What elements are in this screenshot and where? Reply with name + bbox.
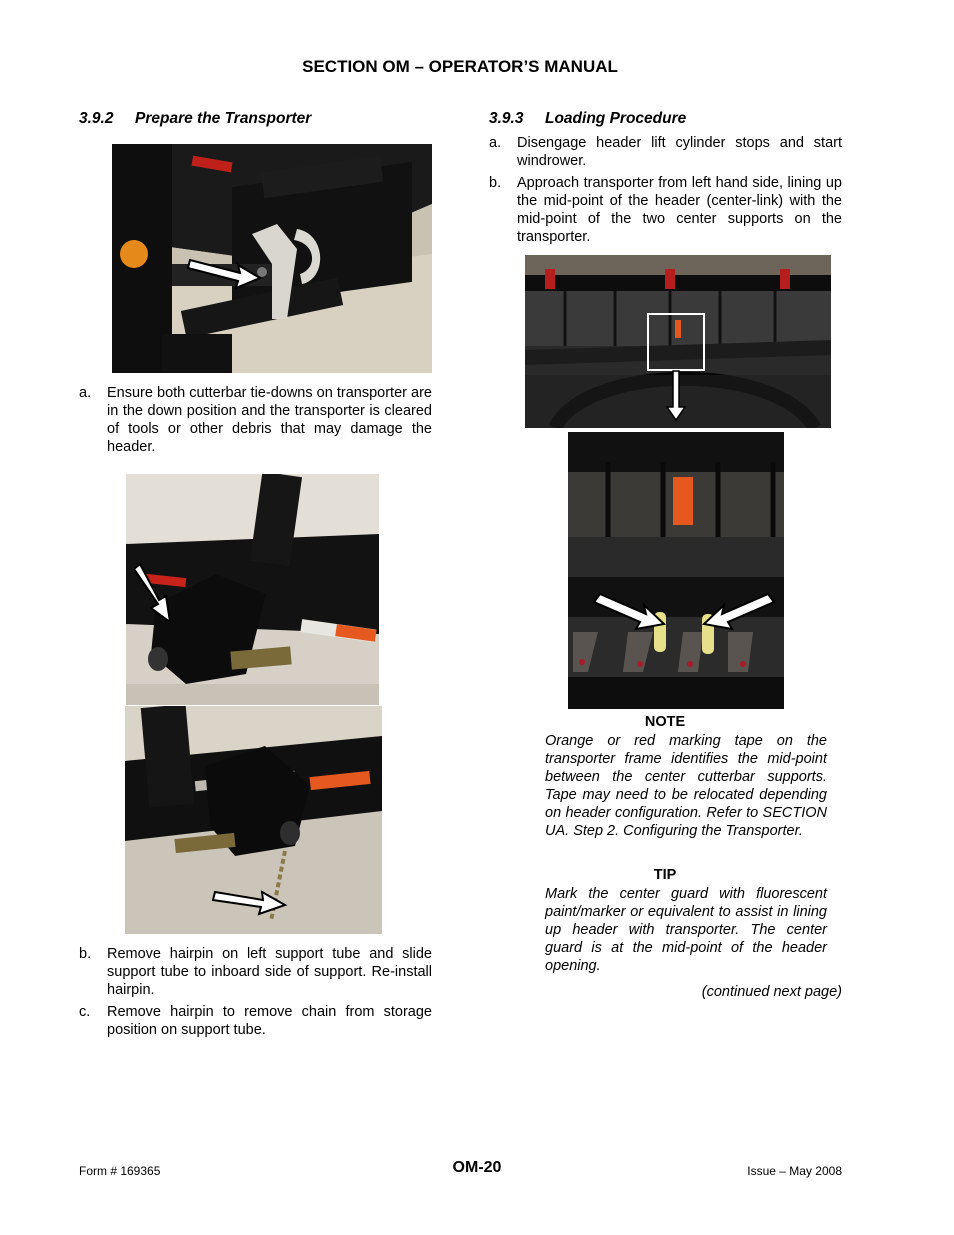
footer-page-number: OM-20 <box>452 1159 502 1176</box>
list-item <box>79 384 432 456</box>
tip-heading: TIP <box>653 867 677 883</box>
list-text: Remove hairpin to remove chain from storage position on support tube. <box>107 1004 432 1038</box>
photo-chain-storage <box>125 706 382 934</box>
list-letter: b. <box>79 946 92 962</box>
list-letter: b. <box>489 175 502 191</box>
footer-form-number: Form # 169365 <box>79 1164 161 1178</box>
list-text: Remove hairpin on left support tube and slide support tube to inboard side of support. Re-install hairpin. <box>107 946 432 998</box>
list-letter: a. <box>79 385 92 401</box>
note-text: Orange or red marking tape on the transporter frame identifies the mid-point between the center cutterbar supports. Tape may need to be relocated depending on header configuration. Refer to SECTION UA. Step 2. Configuring the Transporter. <box>545 733 827 839</box>
page-header-title: SECTION OM – OPERATOR’S MANUAL <box>302 57 618 76</box>
list-text: Ensure both cutterbar tie-downs on transporter are in the down position and the transporter is cleared of tools or other debris that may damage the header. <box>107 385 432 455</box>
list-text: Approach transporter from left hand side, lining up the mid-point of the header (center-link) with the mid-point of the two center supports on the transporter. <box>517 175 842 245</box>
photo-center-guard-closeup <box>568 432 784 709</box>
section-title: Loading Procedure <box>545 110 687 127</box>
list-letter: a. <box>489 135 502 151</box>
section-title: Prepare the Transporter <box>135 110 312 127</box>
section-number: 3.9.3 <box>489 110 524 127</box>
list-item <box>489 134 842 170</box>
list-item <box>79 945 432 999</box>
list-text: Disengage header lift cylinder stops and start windrower. <box>517 135 842 169</box>
list-item <box>489 174 842 246</box>
list-item <box>79 1003 432 1039</box>
footer-issue-date: Issue – May 2008 <box>747 1164 842 1178</box>
photo-cutterbar-tie-down <box>112 144 432 373</box>
continued-note: (continued next page) <box>701 984 842 1000</box>
list-letter: c. <box>79 1004 91 1020</box>
note-heading: NOTE <box>644 714 686 730</box>
section-heading-prepare-transporter <box>79 110 311 128</box>
section-heading-loading-procedure <box>489 110 686 128</box>
photo-header-alignment-from-cab <box>525 255 831 428</box>
section-number: 3.9.2 <box>79 110 114 127</box>
photo-support-tube-hairpin <box>126 474 379 705</box>
tip-text: Mark the center guard with fluorescent paint/marker or equivalent to assist in lining up header with transporter. The center guard is at the mid-point of the header opening. <box>545 886 827 974</box>
